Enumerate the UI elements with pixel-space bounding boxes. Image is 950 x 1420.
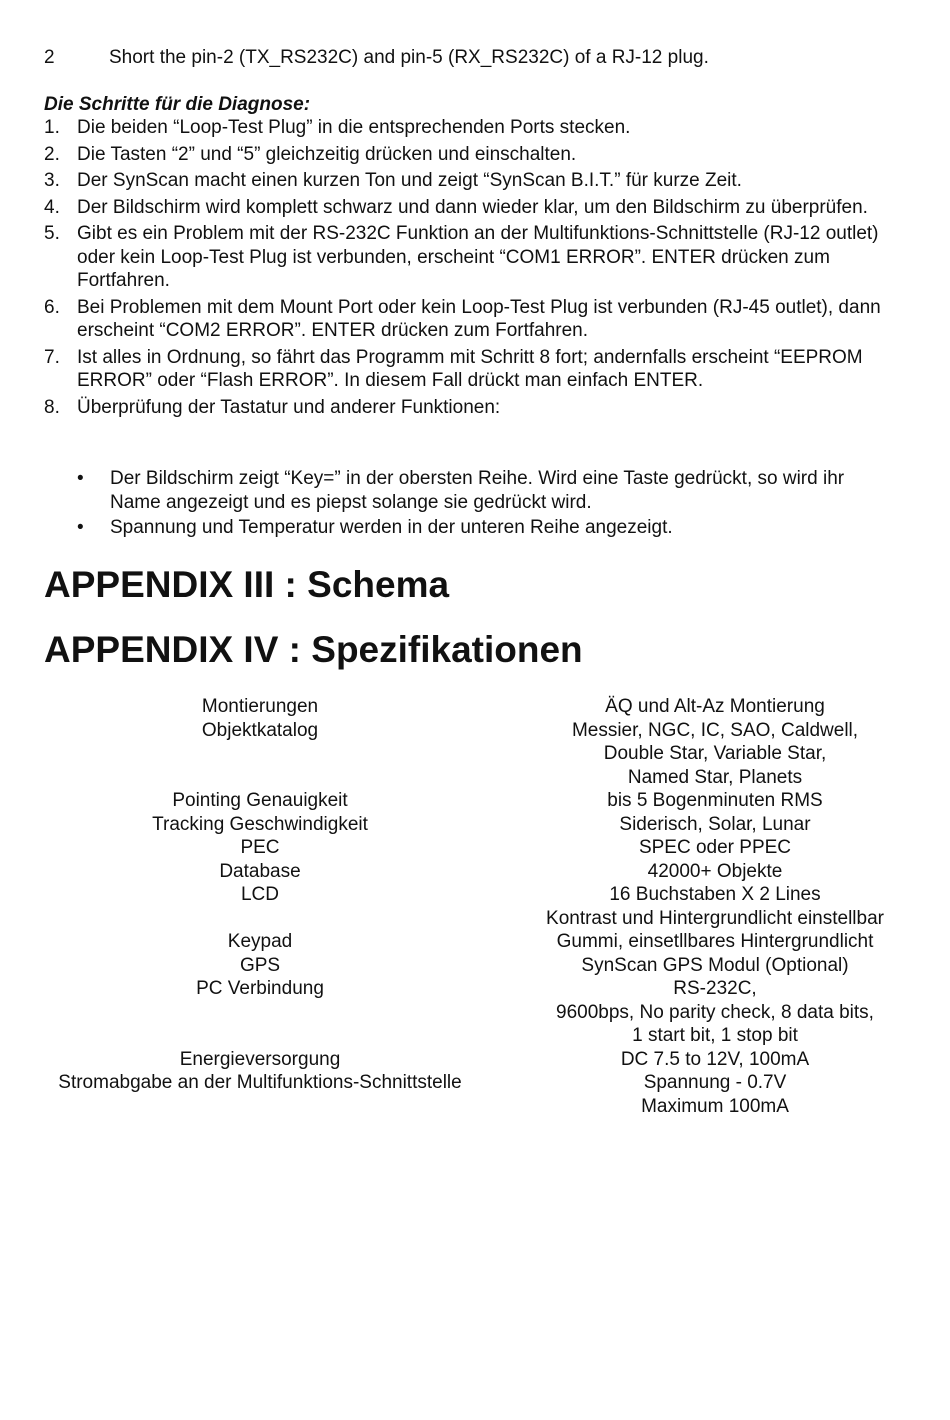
spec-value-line: Double Star, Variable Star, [603, 743, 827, 764]
spec-label: PC Verbindung [196, 978, 324, 999]
spec-value [480, 1048, 950, 1072]
spec-row [0, 954, 950, 978]
spec-row [0, 719, 950, 790]
diagnosis-heading: Die Schritte für die Diagnose: [44, 94, 311, 115]
step-text: Der SynScan macht einen kurzen Ton und zeigt “SynScan B.I.T.” für kurze Zeit. [77, 170, 742, 191]
spec-value [480, 1071, 950, 1118]
spec-value-line: Siderisch, Solar, Lunar [619, 813, 811, 835]
spec-label: Tracking Geschwindigkeit [152, 813, 368, 835]
diagnosis-bullet-item [44, 467, 894, 514]
diagnosis-step [44, 296, 894, 343]
spec-value-line: 1 start bit, 1 stop bit [632, 1025, 798, 1046]
spec-value [480, 860, 950, 884]
step-number: 5. [44, 223, 60, 244]
spec-value [480, 695, 950, 719]
spec-row [0, 1048, 950, 1072]
diagnosis-steps-list [44, 116, 894, 422]
spec-row [0, 930, 950, 954]
diagnosis-bullet-item [44, 516, 894, 540]
step-number: 7. [44, 346, 60, 368]
spec-value-line: Spannung - 0.7V [643, 1072, 787, 1093]
spec-row [0, 860, 950, 884]
spec-value-line: DC 7.5 to 12V, 100mA [620, 1048, 810, 1070]
spec-row [0, 789, 950, 813]
spec-value-line: 42000+ Objekte [647, 860, 783, 882]
spec-value [480, 836, 950, 860]
spec-row [0, 1071, 950, 1118]
bullet-icon: • [77, 468, 84, 489]
intro-number: 2 [44, 47, 55, 68]
spec-label: Stromabgabe an der Multifunktions-Schnittstelle [58, 1072, 462, 1093]
spec-value [480, 954, 950, 978]
bullet-text: Spannung und Temperatur werden in der unteren Reihe angezeigt. [110, 517, 673, 538]
step-number: 8. [44, 396, 60, 418]
appendix-iv-title: APPENDIX IV : Spezifikationen [44, 629, 583, 670]
step-number: 1. [44, 117, 60, 138]
spec-value [480, 930, 950, 954]
intro-text: Short the pin-2 (TX_RS232C) and pin-5 (RX_RS232C) of a RJ-12 plug. [109, 47, 709, 68]
spec-label: GPS [239, 954, 281, 976]
spec-value [480, 719, 950, 790]
diagnosis-step [44, 169, 894, 193]
diagnosis-bullets-list [44, 467, 894, 542]
spec-label: Pointing Genauigkeit [172, 790, 348, 811]
spec-value-line: Messier, NGC, IC, SAO, Caldwell, [571, 719, 859, 741]
spec-row [0, 813, 950, 837]
step-number: 6. [44, 296, 60, 318]
diagnosis-step [44, 346, 894, 393]
bullet-icon: • [77, 517, 84, 538]
spec-value-line: SPEC oder PPEC [638, 837, 792, 858]
spec-label: Energieversorgung [179, 1048, 341, 1070]
diagnosis-step [44, 222, 894, 293]
spec-label: LCD [240, 884, 279, 905]
spec-value-line: RS-232C, [673, 978, 757, 999]
spec-row [0, 883, 950, 930]
appendix-iii-title: APPENDIX III : Schema [44, 564, 450, 605]
step-text: Gibt es ein Problem mit der RS-232C Funktion an der Multifunktions-Schnittstelle (RJ-12 outlet) oder kein Loop-Test Plug ist verbunden, erscheint “COM1 ERROR”. ENTER drücken zum Fortfahren. [77, 223, 879, 291]
spec-value-line: bis 5 Bogenminuten RMS [607, 790, 823, 811]
diagnosis-step [44, 196, 894, 220]
spec-value [480, 813, 950, 837]
step-text: Überprüfung der Tastatur und anderer Funktionen: [77, 396, 501, 418]
spec-value-line: ÄQ und Alt-Az Montierung [605, 696, 825, 717]
spec-row [0, 695, 950, 719]
step-text: Ist alles in Ordnung, so fährt das Programm mit Schritt 8 fort; andernfalls erscheint “EEPROM ERROR” oder “Flash ERROR”. In diesem Fall drückt man einfach ENTER. [77, 346, 863, 391]
step-text: Bei Problemen mit dem Mount Port oder kein Loop-Test Plug ist verbunden (RJ-45 outlet), dann erscheint “COM2 ERROR”. ENTER drücken zum Fortfahren. [77, 296, 881, 341]
spec-value-line: Kontrast und Hintergrundlicht einstellbar [546, 907, 884, 929]
spec-value-line: 16 Buchstaben X 2 Lines [609, 884, 821, 905]
diagnosis-step [44, 116, 894, 140]
step-number: 3. [44, 170, 60, 191]
spec-label: Keypad [227, 931, 293, 952]
spec-label: Montierungen [201, 696, 319, 717]
spec-label: PEC [240, 837, 280, 858]
spec-value [480, 977, 950, 1048]
diagnosis-step [44, 143, 894, 167]
spec-value-line: Maximum 100mA [641, 1095, 789, 1117]
bullet-text: Der Bildschirm zeigt “Key=” in der obersten Reihe. Wird eine Taste gedrückt, so wird ihr Name angezeigt und es piepst solange sie gedrückt wird. [110, 468, 845, 513]
spec-value-line: Gummi, einsetllbares Hintergrundlicht [556, 931, 874, 952]
step-text: Der Bildschirm wird komplett schwarz und dann wieder klar, um den Bildschirm zu überprüfen. [77, 196, 868, 218]
spec-value-line: 9600bps, No parity check, 8 data bits, [556, 1001, 874, 1023]
step-text: Die beiden “Loop-Test Plug” in die entsprechenden Ports stecken. [77, 117, 631, 138]
step-text: Die Tasten “2” und “5” gleichzeitig drücken und einschalten. [77, 143, 577, 165]
step-number: 4. [44, 196, 60, 218]
spec-label: Objektkatalog [201, 719, 319, 741]
spec-label: Database [219, 860, 301, 882]
specifications-table [0, 695, 950, 1118]
spec-value-line: Named Star, Planets [627, 766, 803, 788]
spec-row [0, 836, 950, 860]
spec-value-line: SynScan GPS Modul (Optional) [581, 954, 849, 976]
spec-row [0, 977, 950, 1048]
diagnosis-step [44, 396, 894, 420]
spec-value [480, 883, 950, 930]
spec-value [480, 789, 950, 813]
step-number: 2. [44, 143, 60, 165]
